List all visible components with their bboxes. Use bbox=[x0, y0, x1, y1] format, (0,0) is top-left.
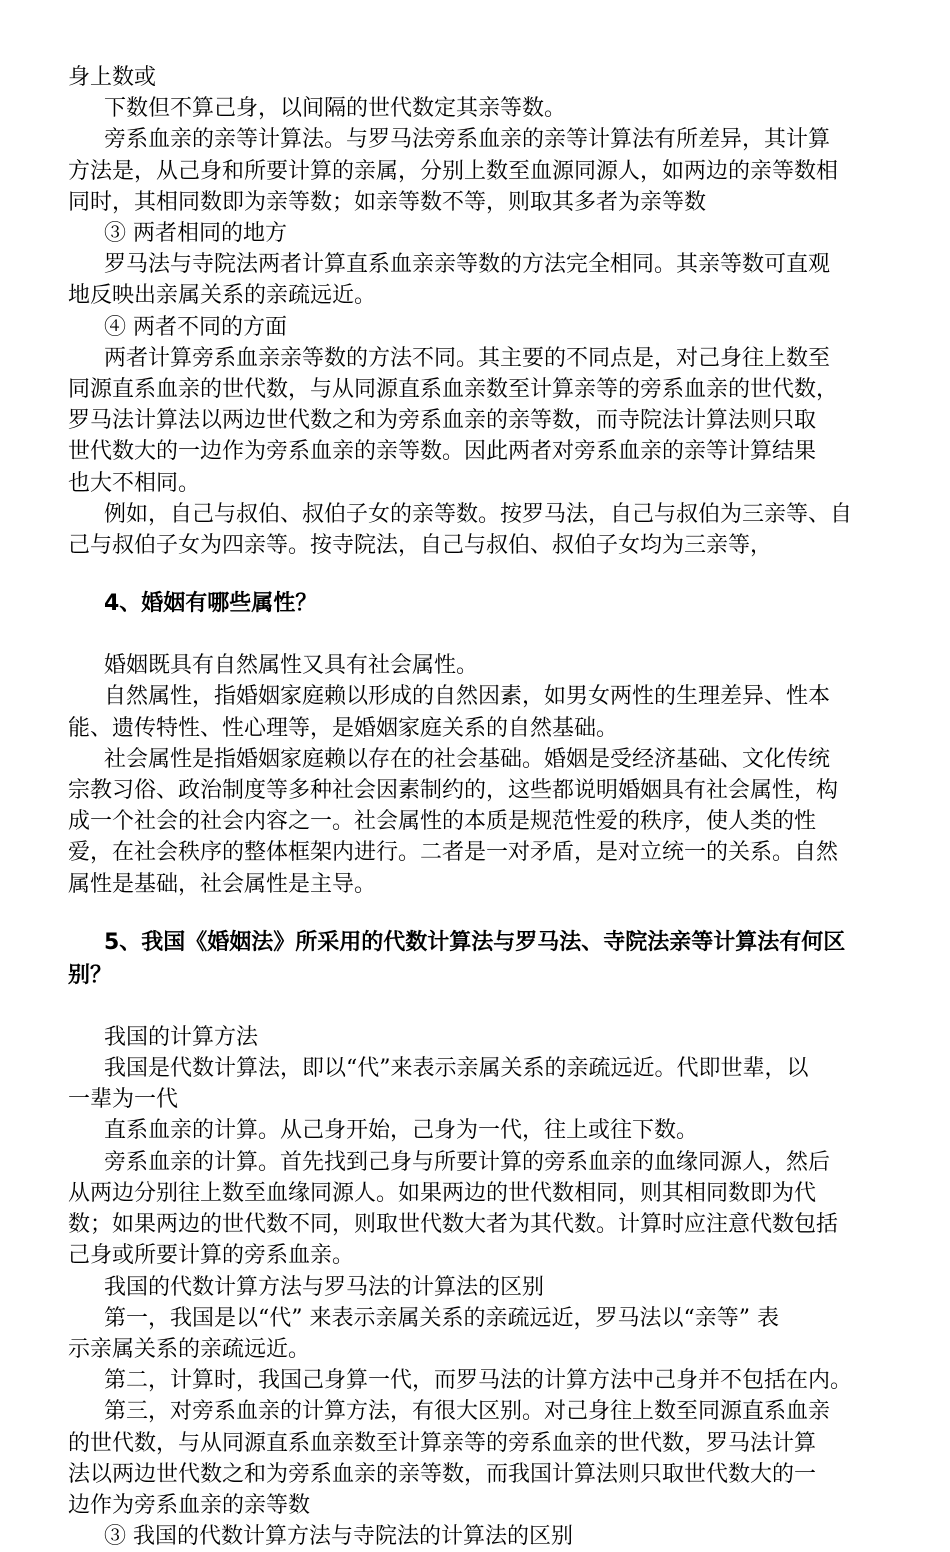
text-line: 地反映出亲属关系的亲疏远近。 bbox=[68, 283, 377, 309]
section-heading-4: 4、婚姻有哪些属性？ bbox=[104, 591, 318, 617]
text-line: 同时，其相同数即为亲等数；如亲等数不等，则取其多者为亲等数 bbox=[68, 189, 707, 215]
paragraph-example bbox=[68, 499, 890, 561]
text-line: 的世代数，与从同源直系血亲数至计算亲等的旁系血亲的世代数，罗马法计算 bbox=[68, 1430, 817, 1456]
text-line: 第三，对旁系血亲的计算方法，有很大区别。对己身往上数至同源直系血亲 bbox=[104, 1399, 831, 1425]
text-line: 爱，在社会秩序的整体框架内进行。二者是一对矛盾，是对立统一的关系。自然 bbox=[68, 840, 839, 866]
text-line: 社会属性是指婚姻家庭赖以存在的社会基础。婚姻是受经济基础、文化传统 bbox=[104, 746, 831, 772]
text-line: 宗教习俗、政治制度等多种社会因素制约的，这些都说明婚姻具有社会属性，构 bbox=[68, 778, 839, 804]
heading-line: 别？ bbox=[68, 962, 113, 988]
subheading-our-method: 我国的计算方法 bbox=[104, 1024, 259, 1050]
subheading-vs-roman: 我国的代数计算方法与罗马法的计算法的区别 bbox=[104, 1274, 545, 1300]
text-line: 例如，自己与叔伯、叔伯子女的亲等数。按罗马法，自己与叔伯为三亲等、自 bbox=[104, 501, 853, 527]
section-heading-5 bbox=[68, 926, 890, 992]
text-line: 第一，我国是以“代” 来表示亲属关系的亲疏远近，罗马法以“亲等” 表 bbox=[104, 1305, 779, 1331]
text-line: 罗马法与寺院法两者计算直系血亲亲等数的方法完全相同。其亲等数可直观 bbox=[104, 252, 831, 278]
paragraph-differences bbox=[68, 343, 890, 499]
text-line: 旁系血亲的亲等计算法。与罗马法旁系血亲的亲等计算法有所差异，其计算 bbox=[104, 127, 831, 153]
text-line: 一辈为一代 bbox=[68, 1087, 179, 1113]
text-line: 世代数大的一边作为旁系血亲的亲等数。因此两者对旁系血亲的亲等计算结果 bbox=[68, 439, 817, 465]
text-line: 下数但不算己身，以间隔的世代数定其亲等数。 bbox=[104, 96, 567, 122]
paragraph-first-difference bbox=[68, 1303, 890, 1365]
text-line: 己身或所要计算的旁系血亲。 bbox=[68, 1243, 355, 1269]
text-line: 也大不相同。 bbox=[68, 470, 201, 496]
paragraph-third-difference bbox=[68, 1396, 890, 1521]
text-line: 旁系血亲的计算。首先找到己身与所要计算的旁系血亲的血缘同源人，然后 bbox=[104, 1149, 831, 1175]
text-line: 我国是代数计算法，即以“代”来表示亲属关系的亲疏远近。代即世辈，以 bbox=[104, 1056, 809, 1082]
heading-line: 5、我国《婚姻法》所采用的代数计算法与罗马法、寺院法亲等计算法有何区 bbox=[104, 929, 846, 955]
text-line: 罗马法计算法以两边世代数之和为旁系血亲的亲等数，而寺院法计算法则只取 bbox=[68, 408, 817, 434]
paragraph-social-attribute bbox=[68, 744, 890, 900]
paragraph-similarities bbox=[68, 249, 890, 311]
text-line: 数；如果两边的世代数不同，则取世代数大者为其代数。计算时应注意代数包括 bbox=[68, 1212, 839, 1238]
paragraph-marriage-attributes: 婚姻既具有自然属性又具有社会属性。 bbox=[104, 653, 479, 679]
text-line: 成一个社会的社会内容之一。社会属性的本质是规范性爱的秩序，使人类的性 bbox=[68, 809, 817, 835]
text-line: 属性是基础，社会属性是主导。 bbox=[68, 871, 377, 897]
text-line: 边作为旁系血亲的亲等数 bbox=[68, 1492, 311, 1518]
subheading-similarities: ③ 两者相同的地方 bbox=[104, 221, 287, 247]
text-line: 从两边分别往上数至血缘同源人。如果两边的世代数相同，则其相同数即为代 bbox=[68, 1180, 817, 1206]
text-line: 同源直系血亲的世代数，与从同源直系血亲数至计算亲等的旁系血亲的世代数， bbox=[68, 377, 839, 403]
text-line: 自然属性，指婚姻家庭赖以形成的自然因素，如男女两性的生理差异、性本 bbox=[104, 684, 831, 710]
subheading-vs-canon: ③ 我国的代数计算方法与寺院法的计算法的区别 bbox=[104, 1524, 573, 1550]
text-line: 两者计算旁系血亲亲等数的方法不同。其主要的不同点是，对己身往上数至 bbox=[104, 345, 831, 371]
paragraph-collateral-calc bbox=[68, 124, 890, 218]
paragraph-natural-attribute bbox=[68, 681, 890, 743]
paragraph-vertical-count bbox=[68, 62, 890, 124]
subheading-differences: ④ 两者不同的方面 bbox=[104, 314, 287, 340]
paragraph-lineal-calc: 直系血亲的计算。从己身开始，己身为一代，往上或往下数。 bbox=[104, 1118, 699, 1144]
text-line: 能、遗传特性、性心理等，是婚姻家庭关系的自然基础。 bbox=[68, 715, 619, 741]
paragraph-collateral-generation bbox=[68, 1147, 890, 1272]
text-line: 示亲属关系的亲疏远近。 bbox=[68, 1336, 311, 1362]
text-line: 法以两边世代数之和为旁系血亲的亲等数，而我国计算法则只取世代数大的一 bbox=[68, 1461, 817, 1487]
document-page bbox=[68, 62, 890, 1552]
paragraph-second-difference: 第二，计算时，我国己身算一代，而罗马法的计算方法中己身并不包括在内。 bbox=[104, 1368, 853, 1394]
paragraph-generation-method bbox=[68, 1053, 890, 1115]
text-line: 方法是，从己身和所要计算的亲属，分别上数至血源同源人，如两边的亲等数相 bbox=[68, 158, 839, 184]
text-line: 己与叔伯子女为四亲等。按寺院法，自己与叔伯、叔伯子女均为三亲等， bbox=[68, 533, 773, 559]
text-line: 身上数或 bbox=[68, 65, 157, 90]
